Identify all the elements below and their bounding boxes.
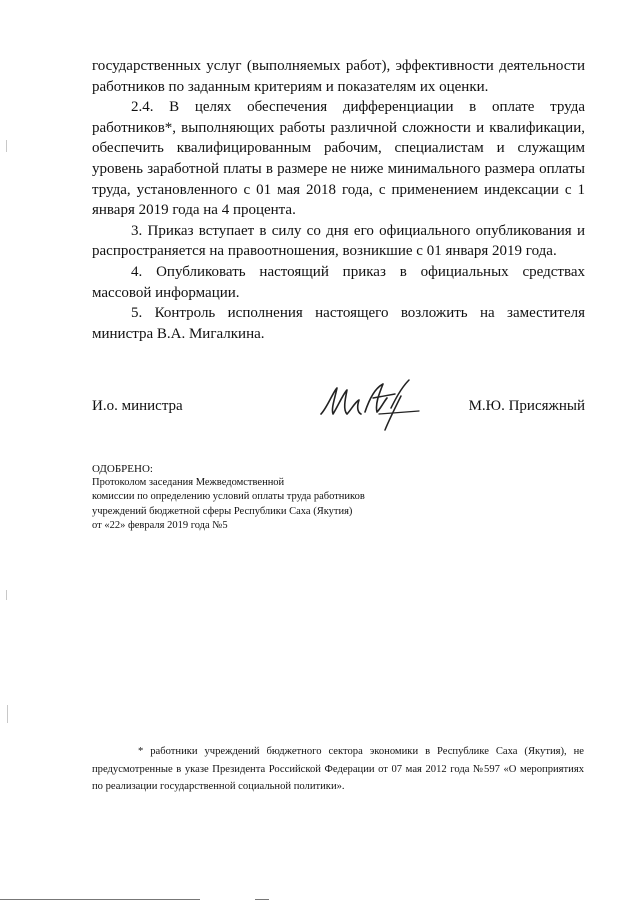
document-body (92, 56, 585, 344)
approval-line: комиссии по определению условий оплаты труда работников (92, 491, 365, 503)
paragraph-4: 4. Опубликовать настоящий приказ в официальных средствах массовой информации. (92, 263, 585, 301)
margin-mark (7, 705, 8, 723)
approval-heading: ОДОБРЕНО: (92, 463, 153, 475)
paragraph-2-4: 2.4. В целях обеспечения дифференциации в оплате труда работников*, выполняющих работы различной сложности и квалификации, обеспечить квалифицированным рабочим, специалистам и служащим уровень заработной платы в размере не ниже минимального размера оплаты труда, установленного с 01 мая 2018 года, с применением индексации с 1 января 2019 года на 4 процента. (92, 99, 585, 219)
margin-mark (6, 590, 7, 600)
margin-mark (6, 140, 7, 152)
scan-edge-line (0, 899, 200, 900)
approval-stamp (92, 462, 452, 533)
signatory-title: И.о. министра (92, 398, 183, 414)
paragraph-3: 3. Приказ вступает в силу со дня его официального опубликования и распространяется на правоотношения, возникшие с 01 января 2019 года. (92, 222, 585, 260)
signature-row (92, 398, 585, 426)
approval-line: учреждений бюджетной сферы Республики Саха (Якутия) (92, 505, 353, 517)
handwritten-signature (315, 378, 425, 436)
approval-line: от «22» февраля 2019 года №5 (92, 519, 228, 531)
footnote: * работники учреждений бюджетного сектора экономики в Республике Саха (Якутия), не предусмотренные в указе Президента Российской Федерации от 07 мая 2012 года №597 «О мероприятиях по реализации государственной социальной политики». (92, 746, 584, 792)
paragraph-5: 5. Контроль исполнения настоящего возложить на заместителя министра В.А. Мигалкина. (92, 305, 585, 342)
signatory-name: М.Ю. Присяжный (468, 398, 585, 414)
scan-edge-line (255, 899, 269, 900)
approval-line: Протоколом заседания Межведомственной (92, 477, 285, 489)
paragraph-continuation: государственных услуг (выполняемых работ), эффективности деятельности работников по заданным критериям и показателям их оценки. (92, 58, 585, 95)
